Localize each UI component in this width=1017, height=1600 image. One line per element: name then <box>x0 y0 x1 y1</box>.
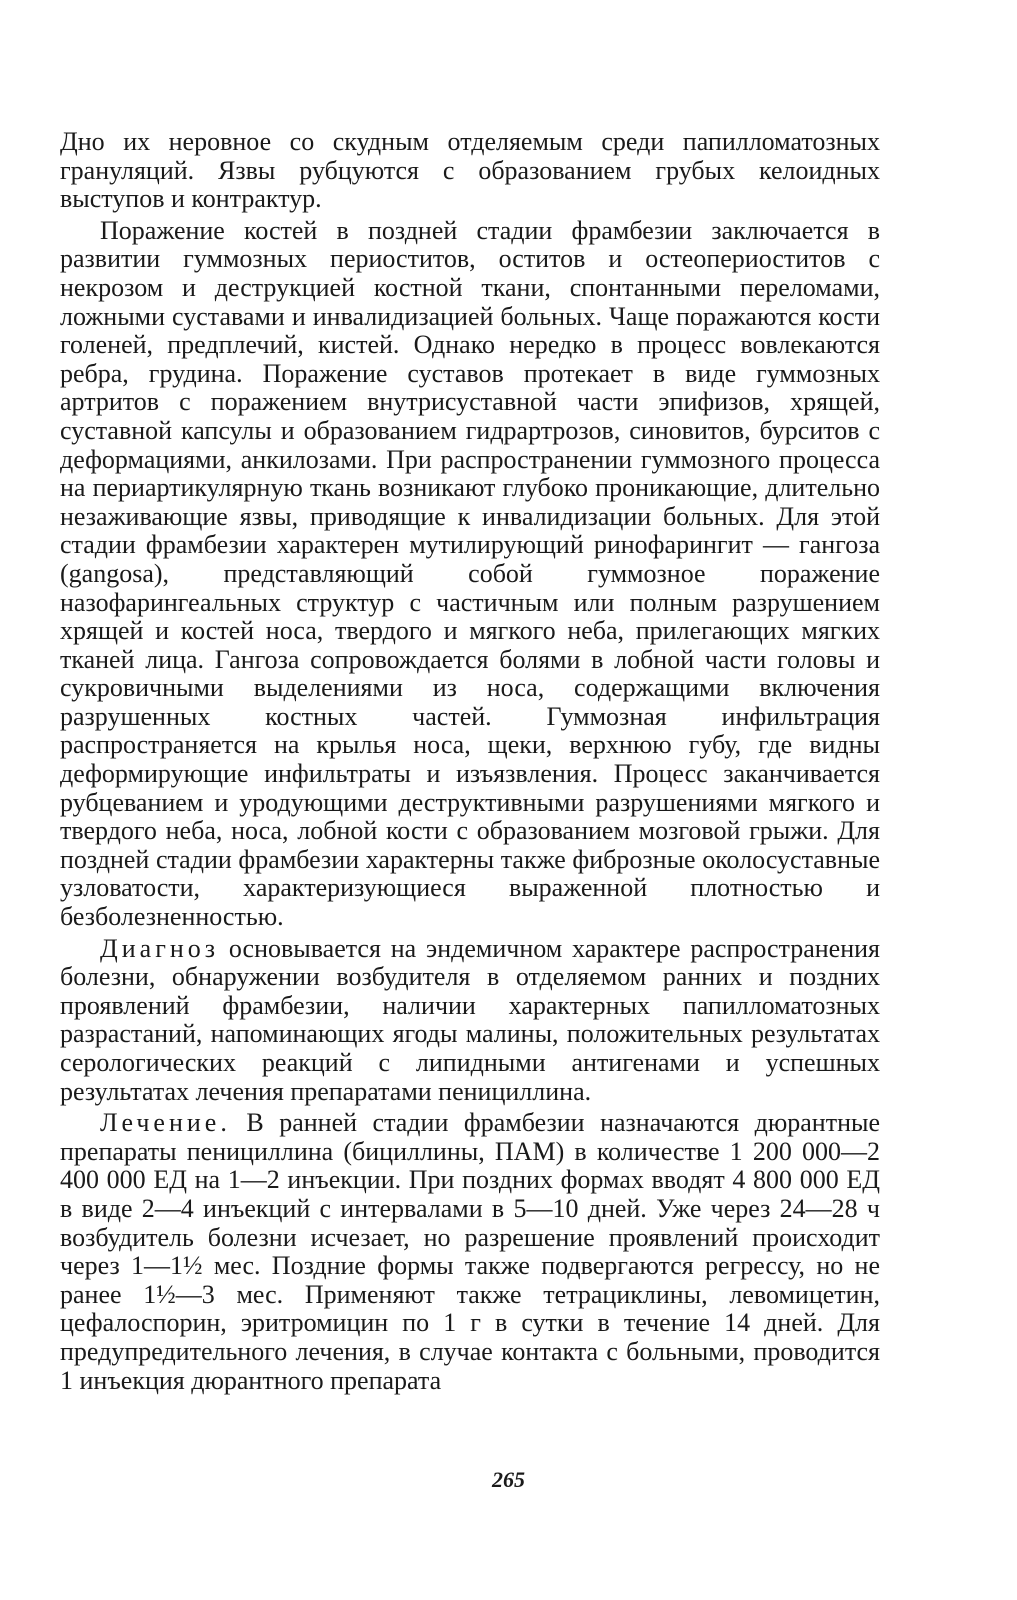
page-body <box>60 128 880 1398</box>
paragraph-ulcer-bottom <box>60 128 880 214</box>
paragraph-text: Дно их неровное со скудным отделяемым среди папилломатозных грануляций. Язвы рубцуются с образованием грубых келоидных выступов и контрактур. <box>60 127 880 214</box>
paragraph-diagnosis <box>60 935 880 1107</box>
paragraph-bone-lesions <box>60 217 880 932</box>
paragraph-treatment <box>60 1109 880 1395</box>
paragraph-heading-treatment: Лечение. <box>100 1108 231 1138</box>
paragraph-text: В ранней стадии фрамбезии назначаются дюрантные препараты пенициллина (бициллины, ПАМ) в количестве 1 200 000—2 400 000 ЕД на 1—2 инъекции. При поздних формах вводят 4 800 000 ЕД в виде 2—4 инъекций с интервалами в 5—10 дней. Уже через 24—28 ч возбудитель болезни исчезает, но разрешение проявлений происходит через 1—1½ мес. Поздние формы также подвергаются регрессу, но не ранее 1½—3 мес. Применяют также тетрациклины, левомицетин, цефалоспорин, эритромицин по 1 г в сутки в течение 14 дней. Для предупредительного лечения, в случае контакта с больными, проводится 1 инъекция дюрантного препарата <box>60 1108 880 1395</box>
paragraph-text: Поражение костей в поздней стадии фрамбезии заключается в развитии гуммозных периоститов, оститов и остеопериоститов с некрозом и деструкцией костной ткани, спонтанными переломами, ложными суставами и инвалидизацией больных. Чаще поражаются кости голеней, предплечий, кистей. Однако нередко в процесс вовлекаются ребра, грудина. Поражение суставов протекает в виде гуммозных артритов с поражением внутрисуставной части эпифизов, хрящей, суставной капсулы и образованием гидрартрозов, синовитов, бурситов с деформациями, анкилозами. При распространении гуммозного процесса на периартикулярную ткань возникают глубоко проникающие, длительно незаживающие язвы, приводящие к инвалидизации больных. Для этой стадии фрамбезии характерен мутилирующий ринофарингит — гангоза (gangosa), представляющий собой гуммозное поражение назофарингеальных структур с частичным или полным разрушением хрящей и костей носа, твердого и мягкого неба, прилегающих мягких тканей лица. Гангоза сопровождается болями в лобной части головы и сукровичными выделениями из носа, содержащими включения разрушенных костных частей. Гуммозная инфильтрация распространяется на крылья носа, щеки, верхнюю губу, где видны деформирующие инфильтраты и изъязвления. Процесс заканчивается рубцеванием и уродующими деструктивными разрушениями мягкого и твердого неба, носа, лобной кости с образованием мозговой грыжи. Для поздней стадии фрамбезии характерны также фиброзные околосуставные узловатости, характеризующиеся выраженной плотностью и безболезненностью. <box>60 215 880 932</box>
paragraph-heading-diagnosis: Диагноз <box>100 933 220 963</box>
paragraph-text: основывается на эндемичном характере распространения болезни, обнаружении возбудителя в отделяемом ранних и поздних проявлений фрамбезии, наличии характерных папилломатозных разрастаний, напоминающих ягоды малины, положительных результатах серологических реакций с липидными антигенами и успешных результатах лечения препаратами пенициллина. <box>60 933 880 1106</box>
page-number: 265 <box>492 1467 525 1492</box>
